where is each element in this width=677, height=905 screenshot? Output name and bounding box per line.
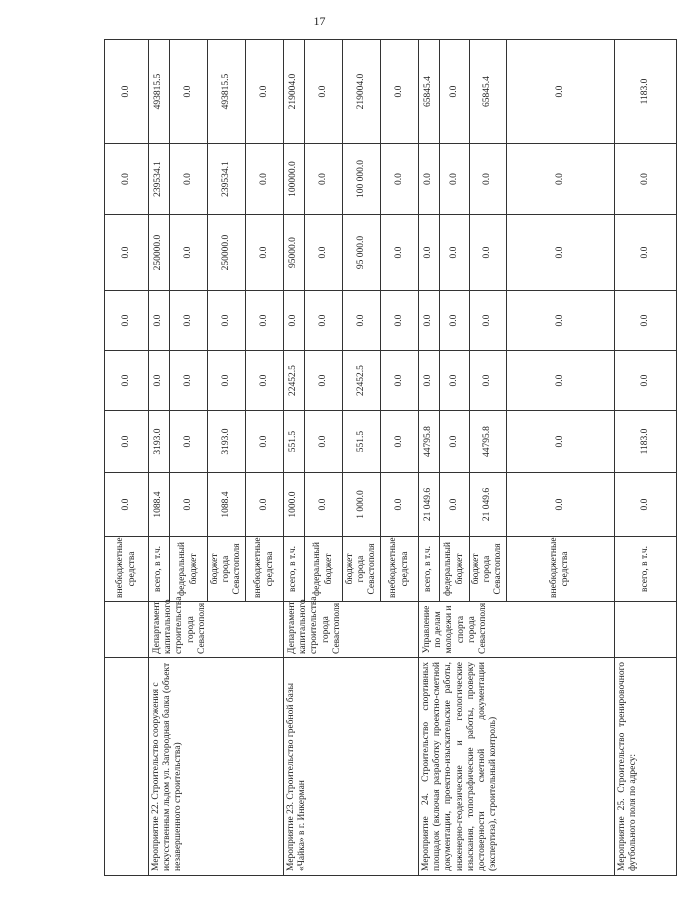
value-cell: 0.0: [208, 351, 246, 411]
value-cell: 0.0: [614, 351, 676, 411]
measure-name: Мероприятие 24. Строительство спортивных площадок (включая разработку проектно-сметной документации, проектно-изыскательские работы, инженерно-геодезические и геологические изыскания, топографические работы, проверку достоверности сметной документации (экспертиза), строительный контроль): [419, 658, 615, 876]
source-cell: федеральный бюджет: [170, 537, 208, 602]
value-cell: 0.0: [419, 351, 440, 411]
value-cell: 0.0: [440, 40, 470, 144]
value-cell: 250000.0: [149, 215, 170, 291]
measure-name: Мероприятие 25. Строительство тренировочного футбольного поля по адресу:: [614, 658, 676, 876]
value-cell: 1088.4: [149, 473, 170, 537]
value-cell: 1088.4: [208, 473, 246, 537]
value-cell: 219004.0: [343, 40, 381, 144]
financing-table: [104, 39, 677, 876]
value-cell: 0.0: [284, 291, 305, 351]
value-cell: 0.0: [305, 411, 343, 473]
table-row: [614, 40, 676, 876]
value-cell: 0.0: [170, 411, 208, 473]
source-cell: внебюджетные средства: [506, 537, 614, 602]
value-cell: 0.0: [381, 473, 419, 537]
value-cell: 0.0: [170, 291, 208, 351]
value-cell: 22452.5: [284, 351, 305, 411]
value-cell: 0.0: [149, 351, 170, 411]
value-cell: 0.0: [305, 40, 343, 144]
value-cell: 0.0: [506, 215, 614, 291]
value-cell: 0.0: [170, 473, 208, 537]
value-cell: 0.0: [105, 291, 149, 351]
value-cell: 21 049.6: [470, 473, 507, 537]
value-cell: 239534.1: [149, 144, 170, 215]
measure-executor: Департамент капитального строительства города Севастополя: [149, 602, 284, 658]
measure-executor: Управление по делам молодежи и спорта города Севастополя: [419, 602, 615, 658]
executor-cell: [614, 602, 676, 658]
source-cell: бюджет города Севастополя: [208, 537, 246, 602]
value-cell: 100 000.0: [343, 144, 381, 215]
source-cell: внебюджетные средства: [381, 537, 419, 602]
value-cell: 493815.5: [149, 40, 170, 144]
value-cell: 0.0: [614, 144, 676, 215]
value-cell: 0.0: [246, 40, 284, 144]
source-cell: всего, в т.ч.: [284, 537, 305, 602]
value-cell: 3193.0: [149, 411, 170, 473]
value-cell: 0.0: [440, 144, 470, 215]
value-cell: 250000.0: [208, 215, 246, 291]
value-cell: 0.0: [470, 215, 507, 291]
value-cell: 0.0: [419, 291, 440, 351]
value-cell: 0.0: [305, 351, 343, 411]
value-cell: 0.0: [208, 291, 246, 351]
value-cell: 3193.0: [208, 411, 246, 473]
value-cell: 0.0: [440, 411, 470, 473]
value-cell: 0.0: [305, 215, 343, 291]
measure-name: Мероприятие 23. Строительство гребной базы «Чайка» в г. Инкерман: [284, 658, 419, 876]
value-cell: 22452.5: [343, 351, 381, 411]
value-cell: 551.5: [284, 411, 305, 473]
page-number: 17: [313, 14, 326, 28]
value-cell: 0.0: [381, 144, 419, 215]
measure-executor: Департамент капитального строительства города Севастополя: [284, 602, 419, 658]
value-cell: 0.0: [170, 351, 208, 411]
value-cell: 0.0: [246, 411, 284, 473]
source-cell: федеральный бюджет: [440, 537, 470, 602]
value-cell: 0.0: [170, 40, 208, 144]
value-cell: 0.0: [105, 473, 149, 537]
value-cell: 0.0: [419, 215, 440, 291]
source-cell: внебюджетные средства: [105, 537, 149, 602]
source-cell: всего, в т.ч.: [149, 537, 170, 602]
value-cell: 0.0: [440, 351, 470, 411]
source-cell: бюджет города Севастополя: [470, 537, 507, 602]
value-cell: 95 000.0: [343, 215, 381, 291]
value-cell: 1183.0: [614, 40, 676, 144]
value-cell: 0.0: [246, 215, 284, 291]
value-cell: 0.0: [614, 291, 676, 351]
value-cell: 0.0: [381, 291, 419, 351]
value-cell: 1000.0: [284, 473, 305, 537]
source-cell: федеральный бюджет: [305, 537, 343, 602]
value-cell: 0.0: [149, 291, 170, 351]
source-cell: всего, в т.ч.: [614, 537, 676, 602]
table-row: [284, 40, 305, 876]
value-cell: 0.0: [506, 291, 614, 351]
executor-cell: [105, 602, 149, 658]
value-cell: 0.0: [470, 144, 507, 215]
value-cell: 0.0: [470, 351, 507, 411]
value-cell: 44795.8: [470, 411, 507, 473]
value-cell: 0.0: [381, 40, 419, 144]
value-cell: 0.0: [506, 144, 614, 215]
source-cell: бюджет города Севастополя: [343, 537, 381, 602]
value-cell: 0.0: [246, 351, 284, 411]
source-cell: внебюджетные средства: [246, 537, 284, 602]
value-cell: 0.0: [470, 291, 507, 351]
value-cell: 0.0: [614, 215, 676, 291]
rotated-table-container: [104, 40, 650, 876]
value-cell: 0.0: [440, 473, 470, 537]
value-cell: 0.0: [614, 473, 676, 537]
table-row: [105, 40, 149, 876]
value-cell: 0.0: [170, 144, 208, 215]
value-cell: 0.0: [105, 40, 149, 144]
value-cell: 0.0: [506, 351, 614, 411]
value-cell: 0.0: [105, 351, 149, 411]
value-cell: 95000.0: [284, 215, 305, 291]
value-cell: 0.0: [105, 411, 149, 473]
value-cell: 493815.5: [208, 40, 246, 144]
value-cell: 219004.0: [284, 40, 305, 144]
name-cell: [105, 658, 149, 876]
value-cell: 0.0: [246, 473, 284, 537]
value-cell: 239534.1: [208, 144, 246, 215]
value-cell: 0.0: [305, 144, 343, 215]
value-cell: 0.0: [381, 215, 419, 291]
value-cell: 1 000.0: [343, 473, 381, 537]
value-cell: 0.0: [170, 215, 208, 291]
value-cell: 0.0: [506, 40, 614, 144]
measure-name: Мероприятие 22. Строительство сооружения с искусственным льдом ул. Загородная балка (объект незавершенного строительства): [149, 658, 284, 876]
value-cell: 0.0: [105, 215, 149, 291]
table-row: [149, 40, 170, 876]
value-cell: 65845.4: [470, 40, 507, 144]
value-cell: 0.0: [105, 144, 149, 215]
value-cell: 0.0: [246, 144, 284, 215]
source-cell: всего, в т.ч.: [419, 537, 440, 602]
value-cell: 551.5: [343, 411, 381, 473]
value-cell: 0.0: [506, 473, 614, 537]
value-cell: 44795.8: [419, 411, 440, 473]
value-cell: 0.0: [506, 411, 614, 473]
table-row: [419, 40, 440, 876]
value-cell: 0.0: [246, 291, 284, 351]
value-cell: 21 049.6: [419, 473, 440, 537]
value-cell: 0.0: [440, 291, 470, 351]
value-cell: 0.0: [305, 291, 343, 351]
value-cell: 65845.4: [419, 40, 440, 144]
value-cell: 0.0: [343, 291, 381, 351]
value-cell: 0.0: [381, 351, 419, 411]
value-cell: 0.0: [305, 473, 343, 537]
value-cell: 1183.0: [614, 411, 676, 473]
value-cell: 0.0: [440, 215, 470, 291]
value-cell: 0.0: [381, 411, 419, 473]
value-cell: 0.0: [419, 144, 440, 215]
value-cell: 100000.0: [284, 144, 305, 215]
